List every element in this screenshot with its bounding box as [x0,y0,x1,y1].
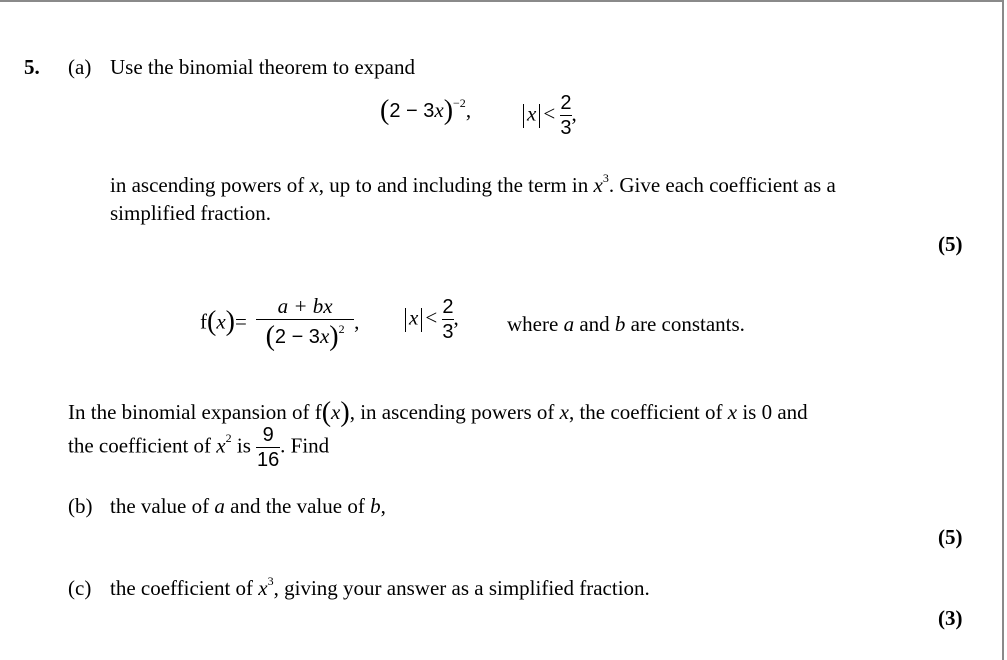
part-a-label: (a) [68,55,92,79]
expansion-line2: the coefficient of $x^2$ is $\frac{9}{16}$ . Find [68,424,330,471]
expansion-line1: In the binomial expansion of f(x), in ascending powers of x, the coefficient of x is 0 and [68,397,808,428]
expression-condition: x < $\frac{2}{3}$ , [520,92,577,139]
function-numerator: a + bx [277,294,333,318]
part-a-instruction-line2: simplified fraction. [110,201,271,225]
constants-text: where a and b are constants. [507,312,745,336]
expr-exponent: −2 [453,96,466,110]
part-a-instruction-line1: in ascending powers of x, up to and including the term in $x^3$. Give each coefficient as a [110,171,836,197]
part-c-text: the coefficient of $x^3$, giving your answer as a simplified fraction. [110,574,650,600]
condition-fraction: $\frac{2}{3}$ [560,92,572,139]
part-b-marks: (5) [938,525,963,549]
part-c-label: (c) [68,576,92,600]
part-a-intro: Use the binomial theorem to expand [110,55,416,79]
part-c-marks: (3) [938,606,963,630]
coefficient-fraction: $\frac{9}{16}$ [257,424,280,471]
part-b-label: (b) [68,494,93,518]
part-a-marks: (5) [938,232,963,256]
function-definition: f(x)= $\frac{a + bx}{(2 - 3x)^2}$ , [200,294,360,352]
function-condition: x < $\frac{2}{3}$ , [402,296,459,343]
function-denominator: $(2 - 3x)^2$ [265,321,345,352]
part-b-text: the value of a and the value of b, [110,494,386,518]
expr-var: x [434,98,444,122]
question-number: 5. [24,55,40,79]
function-fraction [256,294,354,353]
expr-base: 2 − 3 [389,100,435,122]
binomial-expression: $(2 - 3x)^{-2}$, [380,95,472,126]
